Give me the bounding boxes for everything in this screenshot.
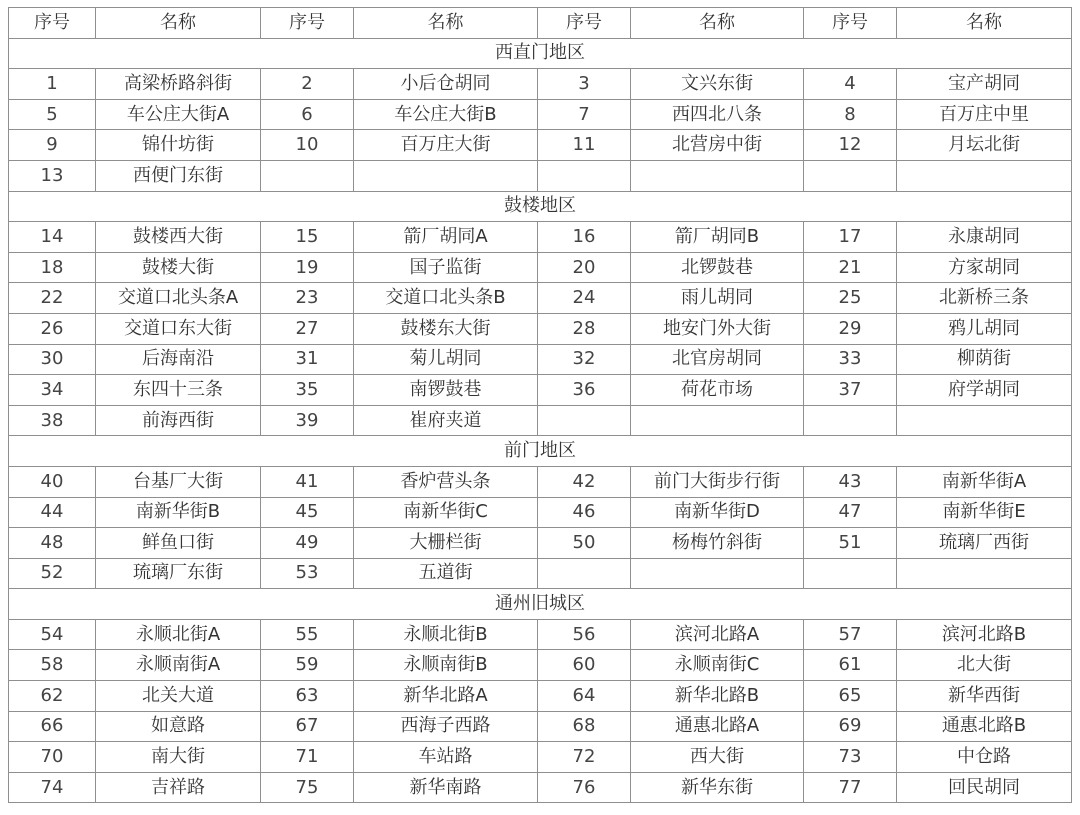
cell-index: 32 [538,344,631,375]
cell-street-name: 北大街 [897,650,1072,681]
cell-index: 12 [804,130,897,161]
cell-index: 37 [804,375,897,406]
section-row [9,436,1072,467]
cell-street-name: 永顺北街B [354,619,538,650]
cell-index [538,558,631,589]
header-name: 名称 [631,8,804,39]
table-row [9,558,1072,589]
cell-street-name: 鲜鱼口街 [96,528,261,559]
cell-index: 20 [538,252,631,283]
cell-index [804,405,897,436]
header-row [9,8,1072,39]
cell-street-name: 香炉营头条 [354,466,538,497]
cell-index: 16 [538,222,631,253]
table-row [9,313,1072,344]
cell-street-name: 方家胡同 [897,252,1072,283]
cell-street-name: 永顺南街B [354,650,538,681]
cell-index: 33 [804,344,897,375]
cell-street-name: 琉璃厂东街 [96,558,261,589]
cell-street-name: 百万庄中里 [897,99,1072,130]
cell-street-name: 滨河北路B [897,619,1072,650]
cell-index: 15 [261,222,354,253]
cell-index [538,160,631,191]
cell-street-name: 小后仓胡同 [354,69,538,100]
cell-index: 40 [9,466,96,497]
cell-index: 4 [804,69,897,100]
cell-street-name: 中仓路 [897,742,1072,773]
cell-index: 27 [261,313,354,344]
cell-street-name: 柳荫街 [897,344,1072,375]
cell-street-name: 永康胡同 [897,222,1072,253]
cell-index: 66 [9,711,96,742]
cell-street-name: 百万庄大街 [354,130,538,161]
cell-index: 19 [261,252,354,283]
cell-street-name: 南新华街E [897,497,1072,528]
cell-street-name: 新华东街 [631,772,804,803]
table-row [9,681,1072,712]
cell-index: 23 [261,283,354,314]
cell-street-name: 南大街 [96,742,261,773]
cell-street-name: 府学胡同 [897,375,1072,406]
cell-index: 8 [804,99,897,130]
cell-index: 47 [804,497,897,528]
cell-index: 63 [261,681,354,712]
cell-index: 72 [538,742,631,773]
cell-street-name: 新华北路B [631,681,804,712]
cell-index: 71 [261,742,354,773]
cell-street-name [631,160,804,191]
cell-street-name: 北锣鼓巷 [631,252,804,283]
cell-street-name: 南新华街B [96,497,261,528]
cell-street-name: 锦什坊街 [96,130,261,161]
cell-street-name: 北官房胡同 [631,344,804,375]
cell-index: 6 [261,99,354,130]
cell-index: 21 [804,252,897,283]
cell-index: 65 [804,681,897,712]
table-row [9,405,1072,436]
street-list-table [8,7,1072,803]
cell-street-name [631,405,804,436]
section-row [9,589,1072,620]
header-index: 序号 [9,8,96,39]
cell-street-name: 车公庄大街A [96,99,261,130]
cell-street-name: 新华西街 [897,681,1072,712]
header-index: 序号 [261,8,354,39]
cell-index: 68 [538,711,631,742]
cell-street-name: 如意路 [96,711,261,742]
cell-street-name [631,558,804,589]
cell-index: 34 [9,375,96,406]
cell-street-name: 北新桥三条 [897,283,1072,314]
cell-street-name: 月坛北街 [897,130,1072,161]
cell-street-name: 后海南沿 [96,344,261,375]
header-index: 序号 [804,8,897,39]
cell-index: 41 [261,466,354,497]
cell-street-name: 荷花市场 [631,375,804,406]
cell-index: 3 [538,69,631,100]
cell-street-name: 鼓楼东大街 [354,313,538,344]
table-row [9,222,1072,253]
cell-index: 60 [538,650,631,681]
cell-index: 13 [9,160,96,191]
cell-street-name: 箭厂胡同B [631,222,804,253]
section-row [9,191,1072,222]
cell-index: 77 [804,772,897,803]
cell-street-name: 菊儿胡同 [354,344,538,375]
cell-index: 25 [804,283,897,314]
cell-index: 56 [538,619,631,650]
cell-street-name: 高梁桥路斜街 [96,69,261,100]
cell-index: 17 [804,222,897,253]
cell-street-name: 崔府夹道 [354,405,538,436]
cell-street-name: 车站路 [354,742,538,773]
cell-street-name: 文兴东街 [631,69,804,100]
section-title: 前门地区 [9,436,1072,467]
cell-street-name: 永顺南街C [631,650,804,681]
cell-street-name: 箭厂胡同A [354,222,538,253]
cell-index [261,160,354,191]
section-title: 西直门地区 [9,38,1072,69]
section-row [9,38,1072,69]
cell-street-name: 交道口北头条A [96,283,261,314]
cell-street-name: 宝产胡同 [897,69,1072,100]
table-row [9,528,1072,559]
table-row [9,375,1072,406]
table-row [9,130,1072,161]
table-row [9,283,1072,314]
cell-index: 42 [538,466,631,497]
cell-index: 26 [9,313,96,344]
cell-street-name: 大栅栏街 [354,528,538,559]
table-row [9,160,1072,191]
cell-street-name: 新华南路 [354,772,538,803]
cell-street-name: 南新华街A [897,466,1072,497]
cell-index: 38 [9,405,96,436]
cell-street-name: 前门大街步行街 [631,466,804,497]
cell-index [804,160,897,191]
header-name: 名称 [897,8,1072,39]
cell-index: 62 [9,681,96,712]
table-row [9,466,1072,497]
cell-index: 50 [538,528,631,559]
cell-index: 24 [538,283,631,314]
cell-index: 7 [538,99,631,130]
header-name: 名称 [96,8,261,39]
header-index: 序号 [538,8,631,39]
cell-index: 45 [261,497,354,528]
table-row [9,772,1072,803]
cell-index: 52 [9,558,96,589]
cell-street-name: 台基厂大街 [96,466,261,497]
cell-index: 54 [9,619,96,650]
cell-index: 49 [261,528,354,559]
cell-street-name: 杨梅竹斜街 [631,528,804,559]
cell-street-name [897,405,1072,436]
cell-street-name: 永顺南街A [96,650,261,681]
cell-index: 44 [9,497,96,528]
cell-street-name: 吉祥路 [96,772,261,803]
cell-street-name: 东四十三条 [96,375,261,406]
cell-index: 48 [9,528,96,559]
table-row [9,711,1072,742]
cell-index: 35 [261,375,354,406]
section-title: 通州旧城区 [9,589,1072,620]
cell-street-name: 车公庄大街B [354,99,538,130]
cell-index: 73 [804,742,897,773]
cell-street-name [897,160,1072,191]
cell-index: 51 [804,528,897,559]
table-row [9,619,1072,650]
cell-street-name: 通惠北路B [897,711,1072,742]
cell-index: 70 [9,742,96,773]
header-name: 名称 [354,8,538,39]
cell-street-name: 南新华街D [631,497,804,528]
cell-street-name: 国子监街 [354,252,538,283]
cell-index: 39 [261,405,354,436]
table-row [9,69,1072,100]
cell-street-name: 西四北八条 [631,99,804,130]
cell-street-name [897,558,1072,589]
cell-street-name: 北关大道 [96,681,261,712]
table-row [9,252,1072,283]
cell-index: 57 [804,619,897,650]
cell-index: 61 [804,650,897,681]
cell-street-name: 交道口北头条B [354,283,538,314]
cell-index: 14 [9,222,96,253]
section-title: 鼓楼地区 [9,191,1072,222]
cell-street-name: 西海子西路 [354,711,538,742]
cell-index: 29 [804,313,897,344]
cell-street-name: 琉璃厂西街 [897,528,1072,559]
cell-index: 55 [261,619,354,650]
cell-street-name: 鼓楼西大街 [96,222,261,253]
cell-index: 9 [9,130,96,161]
table-body [9,38,1072,803]
cell-street-name: 前海西街 [96,405,261,436]
cell-street-name: 北营房中街 [631,130,804,161]
cell-street-name: 永顺北街A [96,619,261,650]
cell-index: 2 [261,69,354,100]
cell-index: 46 [538,497,631,528]
cell-index: 36 [538,375,631,406]
cell-index: 10 [261,130,354,161]
cell-index: 43 [804,466,897,497]
cell-index: 64 [538,681,631,712]
cell-index [538,405,631,436]
table-row [9,344,1072,375]
cell-street-name: 鼓楼大街 [96,252,261,283]
cell-index: 28 [538,313,631,344]
cell-index: 11 [538,130,631,161]
cell-index: 30 [9,344,96,375]
cell-street-name: 西大街 [631,742,804,773]
cell-index: 76 [538,772,631,803]
cell-index: 59 [261,650,354,681]
cell-index: 22 [9,283,96,314]
cell-street-name: 地安门外大街 [631,313,804,344]
cell-index: 67 [261,711,354,742]
table-row [9,742,1072,773]
cell-street-name: 五道街 [354,558,538,589]
cell-index: 53 [261,558,354,589]
cell-index: 1 [9,69,96,100]
cell-index: 5 [9,99,96,130]
cell-street-name: 南锣鼓巷 [354,375,538,406]
cell-street-name: 西便门东街 [96,160,261,191]
cell-index: 18 [9,252,96,283]
cell-street-name: 交道口东大街 [96,313,261,344]
cell-index: 74 [9,772,96,803]
cell-index: 75 [261,772,354,803]
cell-street-name: 通惠北路A [631,711,804,742]
cell-index: 69 [804,711,897,742]
cell-street-name: 新华北路A [354,681,538,712]
cell-street-name: 南新华街C [354,497,538,528]
table-row [9,497,1072,528]
cell-street-name: 鸦儿胡同 [897,313,1072,344]
table-row [9,99,1072,130]
cell-index: 31 [261,344,354,375]
cell-index [804,558,897,589]
cell-street-name [354,160,538,191]
cell-street-name: 滨河北路A [631,619,804,650]
cell-street-name: 回民胡同 [897,772,1072,803]
cell-street-name: 雨儿胡同 [631,283,804,314]
cell-index: 58 [9,650,96,681]
table-row [9,650,1072,681]
